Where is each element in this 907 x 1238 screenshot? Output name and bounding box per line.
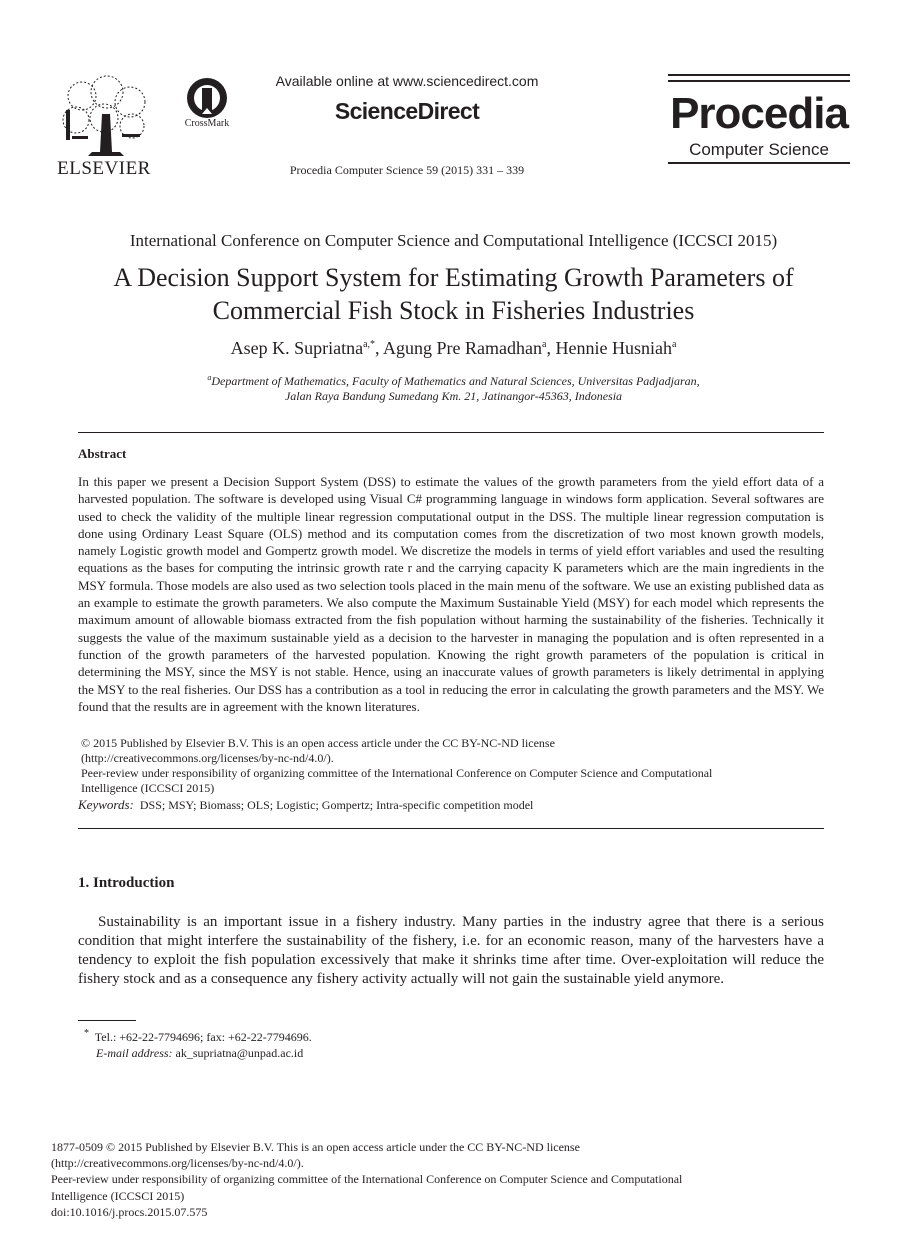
affiliation	[60, 370, 847, 404]
abstract-heading: Abstract	[78, 446, 127, 461]
affiliation-mark: a	[207, 373, 212, 382]
license-link[interactable]: (http://creativecommons.org/licenses/by-nc-nd/4.0/).	[81, 751, 334, 765]
available-online-text: Available online at www.sciencedirect.com	[275, 73, 539, 89]
author-affil-mark: a,*	[363, 339, 376, 350]
abstract-bottom-rule	[78, 828, 824, 829]
email-label: E-mail address:	[96, 1046, 173, 1060]
footer-license-link[interactable]: (http://creativecommons.org/licenses/by-nc-nd/4.0/).	[51, 1156, 304, 1171]
copyright-line-1: © 2015 Published by Elsevier B.V. This is an open access article under the CC BY-NC-ND license	[81, 736, 555, 750]
author-affil-mark: a	[671, 339, 677, 350]
keywords	[78, 797, 824, 813]
sciencedirect-logo: ScienceDirect	[334, 98, 480, 124]
abstract-top-rule	[78, 432, 824, 433]
paper-title	[60, 261, 847, 327]
title-line-2: Commercial Fish Stock in Fisheries Industries	[212, 296, 695, 325]
author-affil-mark: a	[542, 339, 547, 350]
introduction-text	[78, 913, 824, 989]
peer-review-line-1: Peer-review under responsibility of organizing committee of the International Conference on Computer Science and Computational	[81, 766, 713, 780]
email-address[interactable]: ak_supriatna@unpad.ac.id	[175, 1046, 304, 1060]
author-name: Asep K. Supriatna	[230, 338, 364, 358]
footnote-marker: *	[84, 1028, 89, 1039]
section-heading-introduction: 1. Introduction	[78, 875, 175, 891]
footer-line-4: Intelligence (ICCSCI 2015)	[51, 1188, 185, 1203]
procedia-subtitle: Computer Science	[689, 140, 829, 159]
page-footer	[51, 1139, 851, 1220]
procedia-title: Procedia	[670, 89, 848, 138]
footer-line-1: 1877-0509 © 2015 Published by Elsevier B.V. This is an open access article under the CC BY-NC-ND license	[51, 1140, 580, 1154]
footer-doi[interactable]: doi:10.1016/j.procs.2015.07.575	[51, 1204, 208, 1219]
author-list: Asep K. Supriatna$^{a,*}$, Agung Pre Ramadhan$^a$, Hennie Husniah$^a$	[230, 338, 677, 358]
title-line-1: A Decision Support System for Estimating Growth Parameters of	[113, 263, 794, 292]
author-name: Hennie Husniah	[555, 338, 672, 358]
affiliation-line-1: Department of Mathematics, Faculty of Mathematics and Natural Sciences, Universitas Padjadjaran,	[211, 374, 700, 388]
abstract-text: In this paper we present a Decision Support System (DSS) to estimate the values of the growth parameters from the yield effort data of a harvested population. The software is developed using Visual C# programming language in windows form application. Several softwares are used to check the validity of the multiple linear regression computational output in the DSS. The multiple linear regression computation is done using Ordinary Least Square (OLS) method and its computation comes from the discretization of two most known growth models, namely Logistic growth model and Gompertz growth model. We discretize the models in terms of yield effort variables and used the resulting equations as the bases for computing the intrinsic growth rate r and the carrying capacity K parameters which are the main ingredients in the MSY formula. Those models are also used as two selection tools placed in the main menu of the software. We use an existing published data as an example to estimate the growth parameters. We also compute the Maximum Sustainable Yield (MSY) for each model which represents the maximum amount of allowable biomass extracted from the fish population without harming the sustainability of the fisheries. Technically it suggests the value of the maximum sustainable yield as a decision to the harvester in managing the population and is often represented in a function of the growth parameters of the harvested population. Knowing the right growth parameters of the population is critical in determining the MSY, since the MSY is not stable. Hence, using an inaccurate values of growth parameters is likely detrimental in applying the MSY to the real fisheries. Our DSS has a contribution as a tool in reducing the error in calculating the growth parameters and the MSY. We found that the results are in agreement with the known literatures.	[78, 474, 824, 714]
crossmark-label: CrossMark	[184, 118, 230, 129]
author-name: Agung Pre Ramadhan	[383, 338, 543, 358]
procedia-bottom-rule	[668, 162, 850, 168]
footnote	[84, 1026, 312, 1061]
peer-review-line-2: Intelligence (ICCSCI 2015)	[81, 781, 215, 795]
procedia-top-rules	[668, 74, 850, 86]
keywords-label: Keywords:	[78, 797, 134, 812]
affiliation-line-2: Jalan Raya Bandung Sumedang Km. 21, Jatinangor-45363, Indonesia	[284, 389, 623, 403]
introduction-paragraph: Sustainability is an important issue in a fishery industry. Many parties in the industry agree that there is a serious condition that might interfere the sustainability of the fishery, i.e. for an economic reason, many of the harvesters have a tendency to exploit the fish population excessively that make it shrinks time after time. Over-exploitation will reduce the fishery stock and as a consequence any fishery activity actually will not gain the sustainable yield anymore.	[78, 914, 824, 987]
footer-line-3: Peer-review under responsibility of organizing committee of the International Conference on Computer Science and Computational	[51, 1172, 683, 1187]
elsevier-wordmark: ELSEVIER	[57, 158, 151, 179]
journal-reference: Procedia Computer Science 59 (2015) 331 – 339	[289, 163, 525, 177]
conference-name: International Conference on Computer Science and Computational Intelligence (ICCSCI 2015)	[129, 231, 778, 250]
copyright-block	[78, 736, 824, 796]
keywords-list: DSS; MSY; Biomass; OLS; Logistic; Gompertz; Intra-specific competition model	[139, 798, 534, 812]
procedia-logo	[668, 74, 850, 172]
footnote-rule	[78, 1020, 136, 1021]
footnote-tel: Tel.: +62-22-7794696; fax: +62-22-7794696.	[94, 1030, 312, 1044]
